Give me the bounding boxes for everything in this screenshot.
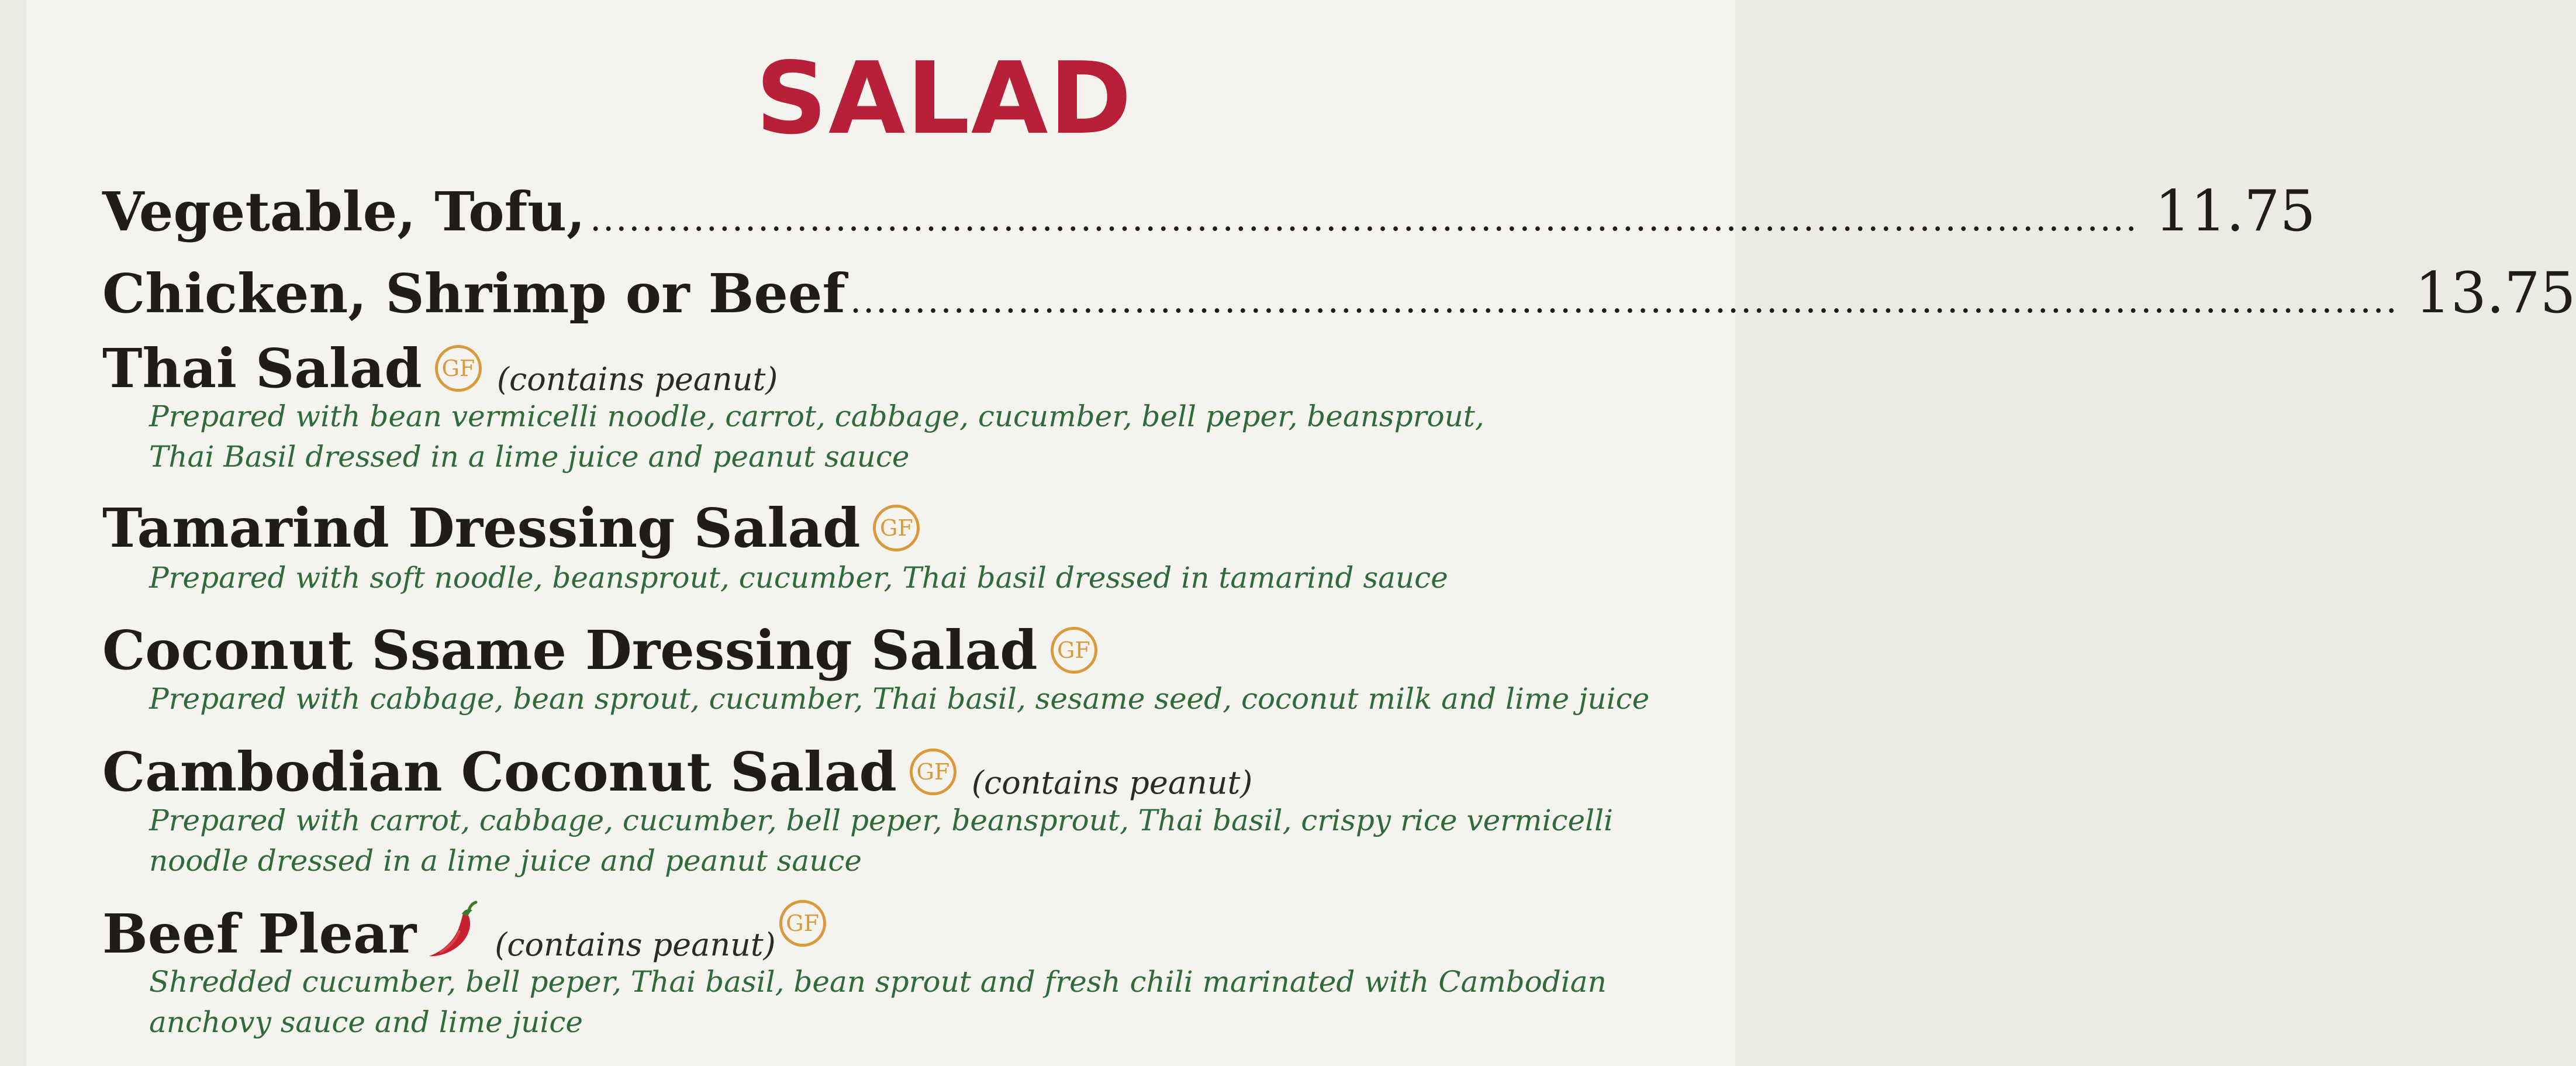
description-line: anchovy sauce and lime juice — [149, 1005, 583, 1039]
allergen-note: (contains peanut) — [971, 764, 1253, 801]
description-line: noodle dressed in a lime juice and peanut sauce — [149, 844, 862, 878]
description-line: Prepared with carrot, cabbage, cucumber, bell peper, beansprout, Thai basil, crispy rice vermicelli — [149, 803, 1614, 837]
item-name: Tamarind Dressing Salad — [102, 496, 861, 560]
gluten-free-badge-icon: GF — [910, 748, 956, 795]
item-description — [149, 962, 1646, 1043]
menu-item-thai-salad — [102, 336, 778, 401]
gluten-free-badge-icon: GF — [1051, 627, 1097, 674]
description-line: Prepared with bean vermicelli noodle, carrot, cabbage, cucumber, bell peper, beansprout, — [149, 399, 1484, 433]
price-row-label: Chicken, Shrimp or Beef — [102, 262, 846, 325]
gluten-free-badge-icon: GF — [435, 345, 482, 392]
dot-leader: ........................................................................................................................ — [590, 198, 2139, 239]
menu-item-tamarind-dressing-salad — [102, 496, 920, 560]
description-line: Thai Basil dressed in a lime juice and peanut sauce — [149, 440, 910, 474]
gluten-free-badge-icon: GF — [779, 900, 826, 947]
item-description — [149, 801, 1646, 881]
item-name: Beef Plear — [102, 902, 417, 965]
gluten-free-badge-icon: GF — [873, 505, 920, 551]
item-name: Thai Salad — [102, 337, 422, 400]
price-row-vegetable-tofu — [102, 178, 2316, 249]
item-description — [149, 679, 1650, 719]
menu-item-coconut-sesame-dressing-salad — [102, 618, 1097, 682]
item-name: Cambodian Coconut Salad — [102, 740, 897, 803]
item-description — [149, 558, 1646, 598]
menu-page — [26, 0, 2576, 1066]
allergen-note: (contains peanut) — [495, 926, 776, 963]
allergen-note: (contains peanut) — [496, 360, 778, 398]
item-name: Coconut Ssame Dressing Salad — [102, 619, 1038, 682]
price-row-label: Vegetable, Tofu, — [102, 180, 586, 243]
dot-leader: ........................................................................................................................ — [850, 280, 2399, 321]
price-row-chicken-shrimp-beef — [102, 260, 2576, 330]
price-value: 13.75 — [2415, 260, 2576, 326]
menu-item-cambodian-coconut-salad — [102, 740, 1252, 804]
chili-pepper-icon — [427, 901, 479, 960]
price-value: 11.75 — [2154, 178, 2316, 244]
section-title: SALAD — [755, 41, 1133, 157]
description-line: Prepared with cabbage, bean sprout, cucumber, Thai basil, sesame seed, coconut milk and lime juice — [149, 682, 1650, 716]
description-line: Shredded cucumber, bell peper, Thai basil, bean sprout and fresh chili marinated with Cambodian — [149, 965, 1607, 999]
item-description — [149, 396, 1646, 477]
description-line: Prepared with soft noodle, beansprout, cucumber, Thai basil dressed in tamarind sauce — [149, 561, 1448, 595]
menu-item-beef-plear — [102, 902, 826, 966]
